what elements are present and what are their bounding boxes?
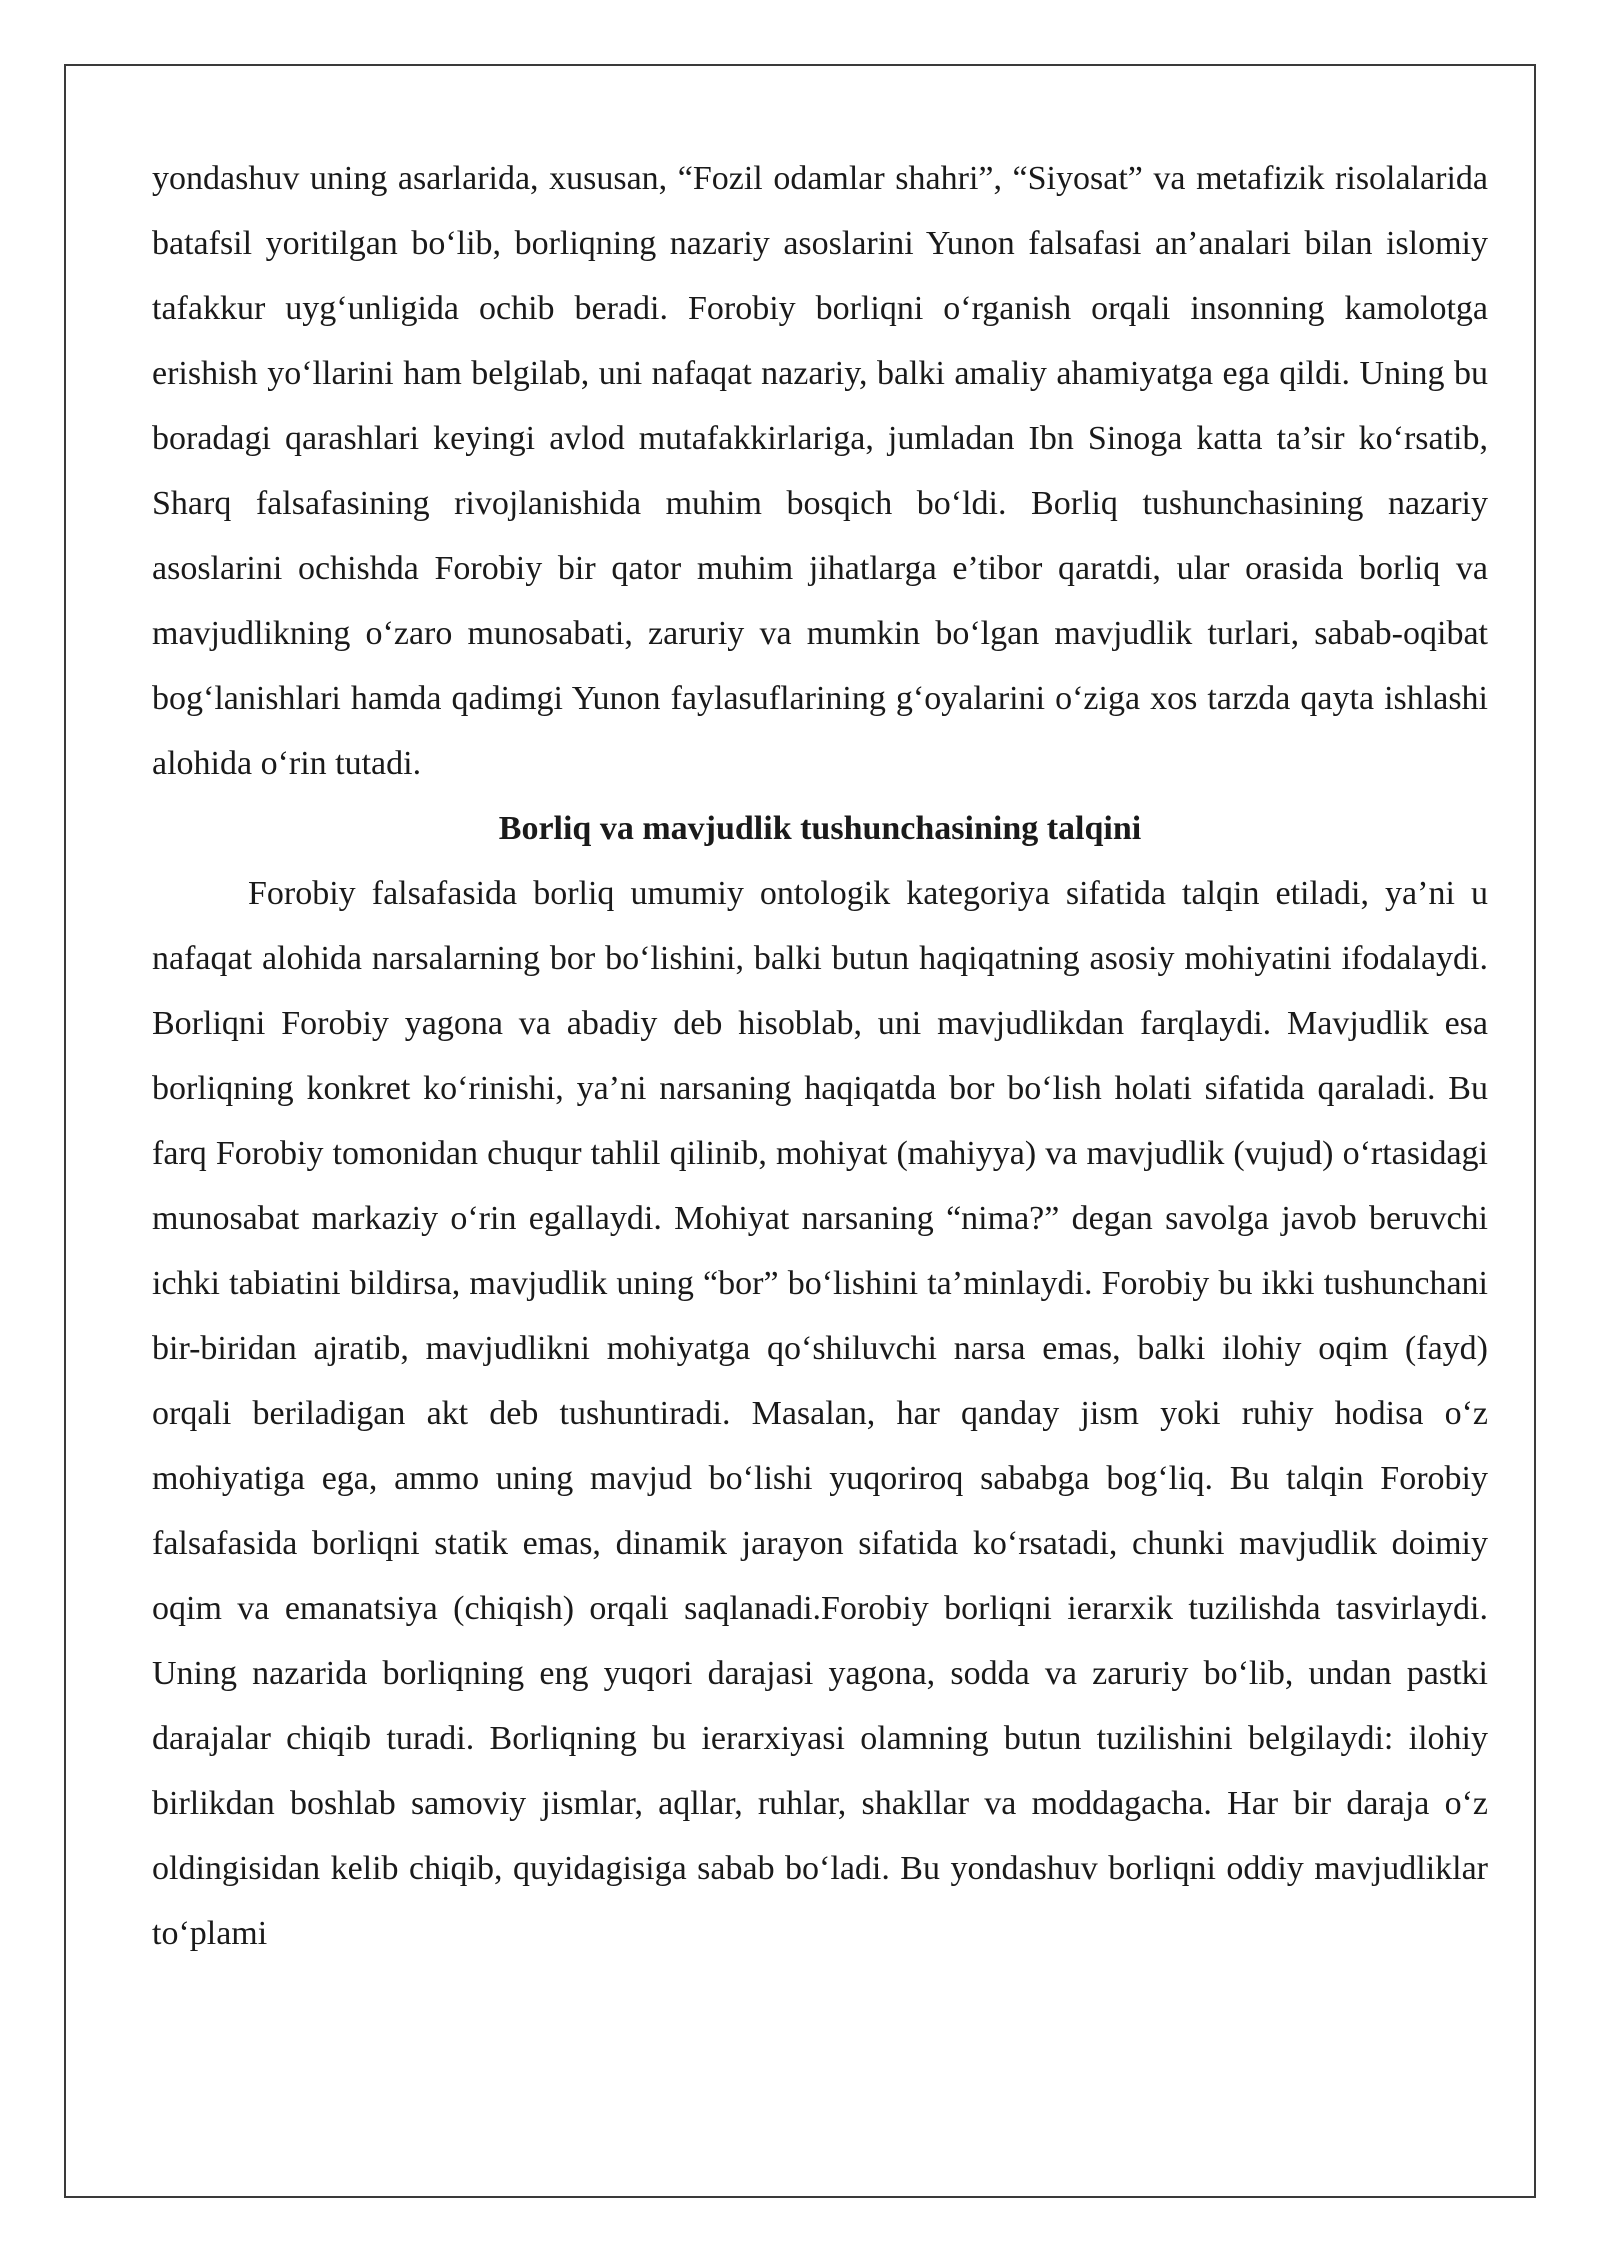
paragraph-continuation: yondashuv uning asarlarida, xususan, “Fozil odamlar shahri”, “Siyosat” va metafizik risolalarida batafsil yoritilgan boʻlib, borliqning nazariy asoslarini Yunon falsafasi an’analari bilan islomiy tafakkur uygʻunligida ochib beradi. Forobiy borliqni oʻrganish orqali insonning kamolotga erishish yoʻllarini ham belgilab, uni nafaqat nazariy, balki amaliy ahamiyatga ega qildi. Uning bu boradagi qarashlari keyingi avlod mutafakkirlariga, jumladan Ibn Sinoga katta ta’sir koʻrsatib, Sharq falsafasining rivojlanishida muhim bosqich boʻldi. Borliq tushunchasining nazariy asoslarini ochishda Forobiy bir qator muhim jihatlarga e’tibor qaratdi, ular orasida borliq va mavjudlikning oʻzaro munosabati, zaruriy va mumkin boʻlgan mavjudlik turlari, sabab-oqibat bogʻlanishlari hamda qadimgi Yunon faylasuflarining gʻoyalarini oʻziga xos tarzda qayta ishlashi alohida oʻrin tutadi. [152, 160, 1488, 782]
section-heading: Borliq va mavjudlik tushunchasining talqini [498, 810, 1142, 847]
paragraph-body: Forobiy falsafasida borliq umumiy ontologik kategoriya sifatida talqin etiladi, ya’ni u nafaqat alohida narsalarning bor boʻlishini, balki butun haqiqatning asosiy mohiyatini ifodalaydi. Borliqni Forobiy yagona va abadiy deb hisoblab, uni mavjudlikdan farqlaydi. Mavjudlik esa borliqning konkret koʻrinishi, ya’ni narsaning haqiqatda bor boʻlish holati sifatida qaraladi. Bu farq Forobiy tomonidan chuqur tahlil qilinib, mohiyat (mahiyya) va mavjudlik (vujud) oʻrtasidagi munosabat markaziy oʻrin egallaydi. Mohiyat narsaning “nima?” degan savolga javob beruvchi ichki tabiatini bildirsa, mavjudlik uning “bor” boʻlishini ta’minlaydi. Forobiy bu ikki tushunchani bir-biridan ajratib, mavjudlikni mohiyatga qoʻshiluvchi narsa emas, balki ilohiy oqim (fayd) orqali beriladigan akt deb tushuntiradi. Masalan, har qanday jism yoki ruhiy hodisa oʻz mohiyatiga ega, ammo uning mavjud boʻlishi yuqoriroq sababga bogʻliq. Bu talqin Forobiy falsafasida borliqni statik emas, dinamik jarayon sifatida koʻrsatadi, chunki mavjudlik doimiy oqim va emanatsiya (chiqish) orqali saqlanadi.Forobiy borliqni ierarxik tuzilishda tasvirlaydi. Uning nazarida borliqning eng yuqori darajasi yagona, sodda va zaruriy boʻlib, undan pastki darajalar chiqib turadi. Borliqning bu ierarxiyasi olamning butun tuzilishini belgilaydi: ilohiy birlikdan boshlab samoviy jismlar, aqllar, ruhlar, shakllar va moddagacha. Har bir daraja oʻz oldingisidan kelib chiqib, quyidagisiga sabab boʻladi. Bu yondashuv borliqni oddiy mavjudliklar toʻplami [152, 875, 1488, 1952]
document-body [152, 146, 1488, 1966]
